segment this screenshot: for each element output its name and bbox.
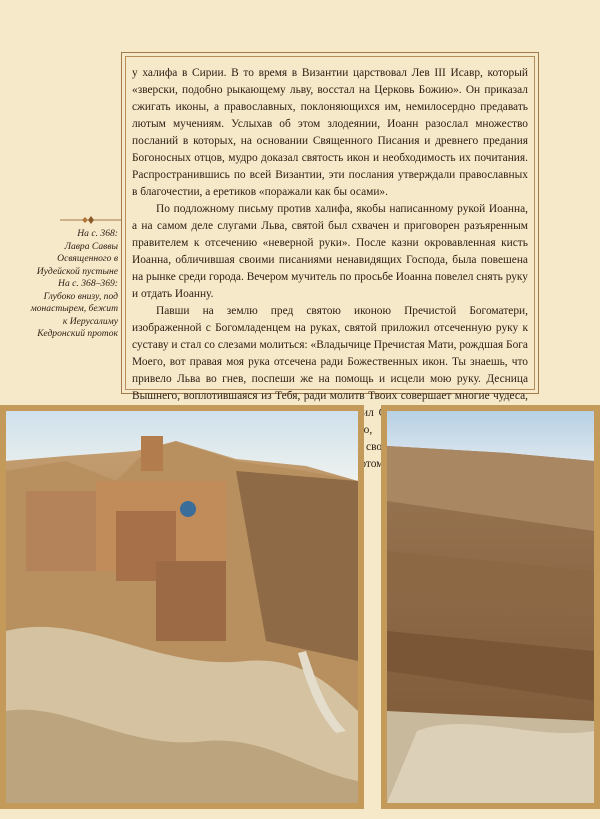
photo-caption [24, 228, 118, 341]
paragraph: у халифа в Сирии. В то время в Византии царствовал Лев III Исавр, который «зверски, подобно рыкающему льву, восстал на Церковь Божию». Он приказал сжигать иконы, а православных, поклоняющихся им, немилосердно предавать лютым мучениям. Услыхав об этом злодеянии, Иоанн разослал множество посланий в которых, на основании Священного Писания и древнего предания Богоносных отцов, мудро доказал святость икон и необходимость их почитания. Распространившись по всей Византии, эти послания утверждали православных в благочестии, а еретиков «поражали как бы осами». [132, 67, 528, 198]
monastery-photo [0, 405, 364, 809]
caption-text-1: Лавра Саввы Освященного в Иудейской пустыне [36, 240, 118, 277]
text-frame [121, 52, 539, 470]
kidron-valley-photo [381, 405, 600, 809]
caption-text-2: Глубоко внизу, под монастырем, бежит к Иерусалиму Кедронский проток [30, 290, 118, 339]
caption-ref-2: На с. 368–369: [58, 278, 118, 289]
paragraph: Павши на землю пред святою иконою Пречистой Богоматери, изображенной с Богомладенцем на руках, святой приложил отсеченную руку к суставу и стал со слезами молиться: «Владычице Пречистая Мати, рождшая Бога Моего, вот правая моя рука отсечена ради Божественных икон. Ты знаешь, что привело Льва во гнев, поспеши же на помощь и исцели мою руку. Десница Вышнего, воплотившаяся из Тебя, ради молитв Твоих совершает многие чудеса, то, потому [132, 305, 528, 470]
paragraph: По подложному письму против халифа, якобы написанному рукой Иоанна, а на самом деле слугами Льва, святой был схвачен и приговорен разъяренным правителем к отсечению «неверной руки». После казни окровавленная кисть Иоанна, обличившая своими писаниями ненавидящих Господа, была повешена на рынке среди города. Вечером мучитель по просьбе Иоанна повелел снять руку и отдать Иоанну. [132, 203, 528, 300]
ornament-icon [60, 216, 122, 224]
caption-ref-1: На с. 368: [77, 228, 118, 239]
